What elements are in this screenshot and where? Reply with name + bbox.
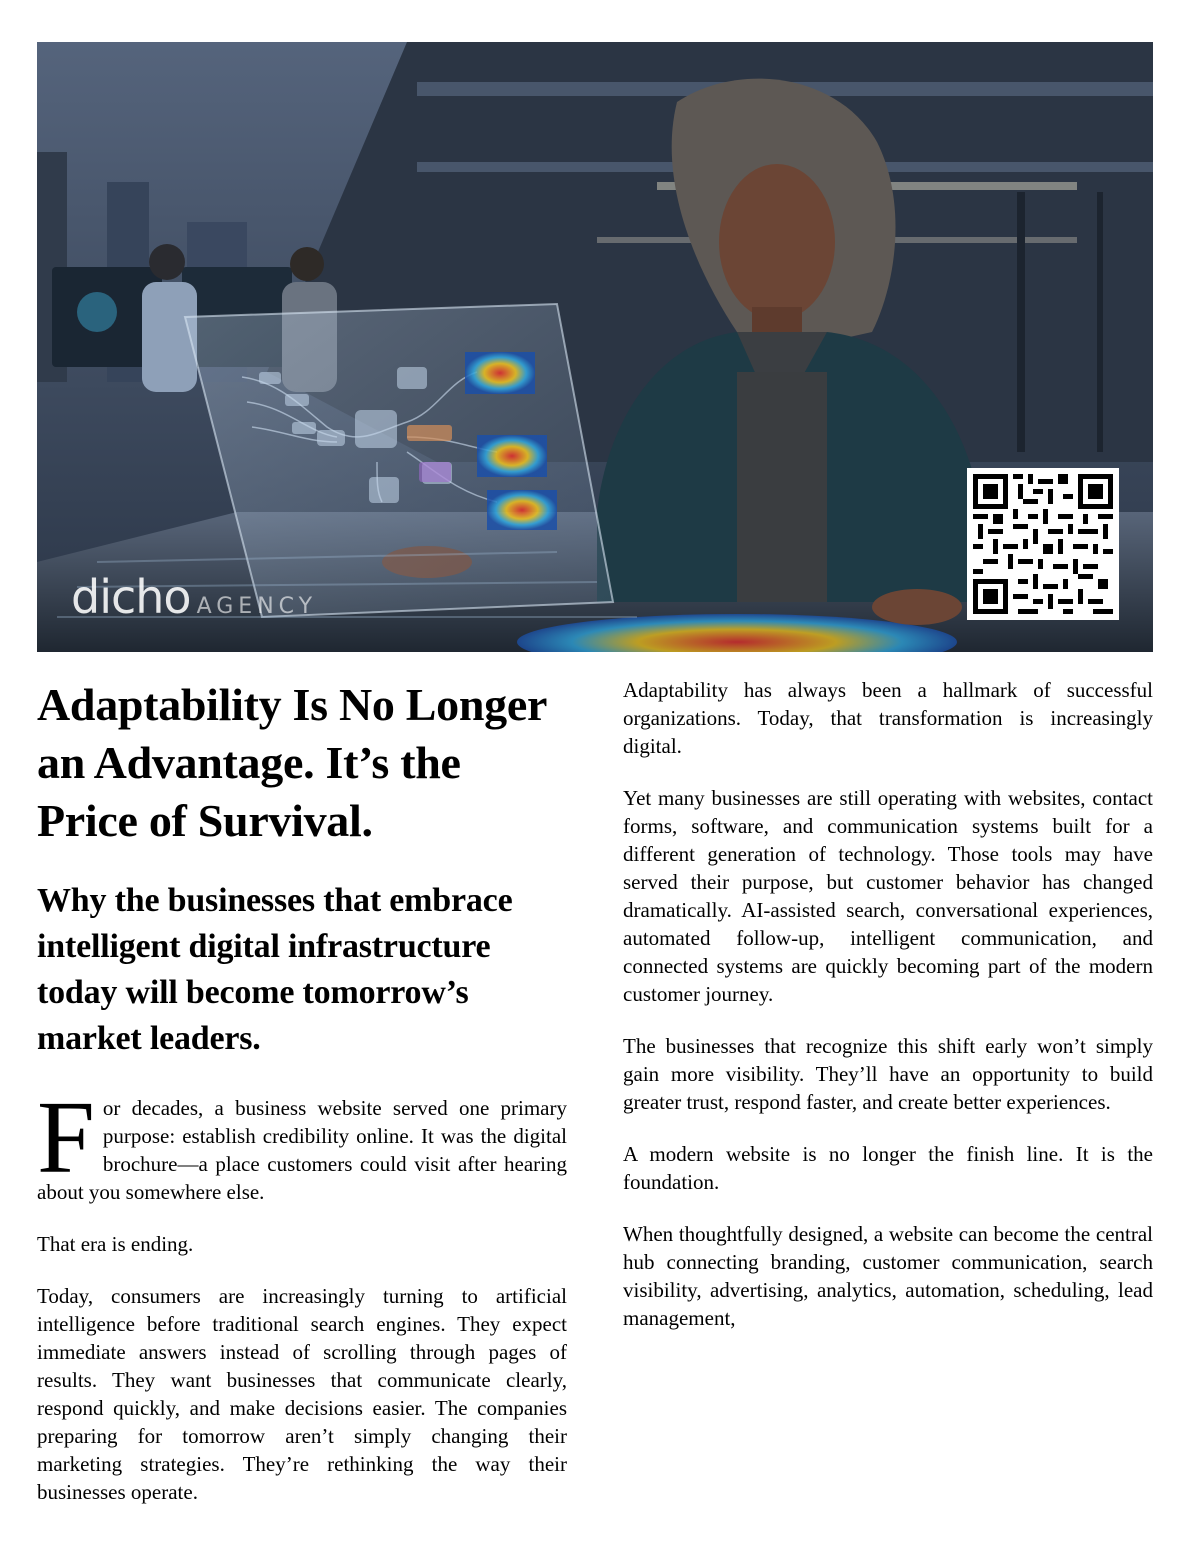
agency-logo: [71, 570, 317, 624]
qr-code-icon: [967, 468, 1119, 620]
paragraph-legacy-systems: Yet many businesses are still operating with websites, contact forms, software, and communication systems built for a different generation of technology. Those tools may have served their purpose, but customer behavior has changed dramatically. AI-assisted search, conversational experiences, automated follow-up, intelligent communication, and connected systems are quickly becoming part of the modern customer journey.: [623, 786, 1153, 1006]
article-subtitle: Why the businesses that embrace intelligent digital infrastructure today will become tomorrow’s market leaders.: [37, 882, 513, 1057]
logo-subtext: AGENCY: [196, 594, 318, 619]
article-body-left: [37, 1080, 567, 1506]
hero-image: [37, 42, 1153, 652]
drop-cap: F: [37, 1080, 95, 1195]
paragraph-central-hub: When thoughtfully designed, a website can become the central hub connecting branding, customer communication, search visibility, advertising, analytics, automation, scheduling, lead management,: [623, 1222, 1153, 1330]
logo-wordmark: dicho: [71, 570, 191, 624]
article-title: Adaptability Is No Longer an Advantage. It’s the Price of Survival.: [37, 679, 547, 846]
paragraph-era: That era is ending.: [37, 1232, 194, 1256]
paragraph-intro-text: or decades, a business website served one primary purpose: establish credibility online. It was the digital brochure—a place customers could visit after hearing about you somewhere else.: [37, 1096, 567, 1204]
paragraph-foundation: A modern website is no longer the finish line. It is the foundation.: [623, 1142, 1153, 1194]
paragraph-intro: [37, 1080, 567, 1206]
paragraph-today: Today, consumers are increasingly turning to artificial intelligence before traditional search engines. They expect immediate answers instead of scrolling through pages of results. They want businesses that communicate clearly, respond quickly, and make decisions easier. The companies preparing for tomorrow aren’t simply changing their marketing strategies. They’re rethinking the way their businesses operate.: [37, 1284, 567, 1504]
paragraph-shift: The businesses that recognize this shift early won’t simply gain more visibility. They’ll have an opportunity to build greater trust, respond faster, and create better experiences.: [623, 1034, 1153, 1114]
left-column: [37, 676, 567, 1530]
right-column: [623, 676, 1153, 1356]
paragraph-adaptability: Adaptability has always been a hallmark of successful organizations. Today, that transformation is increasingly digital.: [623, 678, 1153, 758]
